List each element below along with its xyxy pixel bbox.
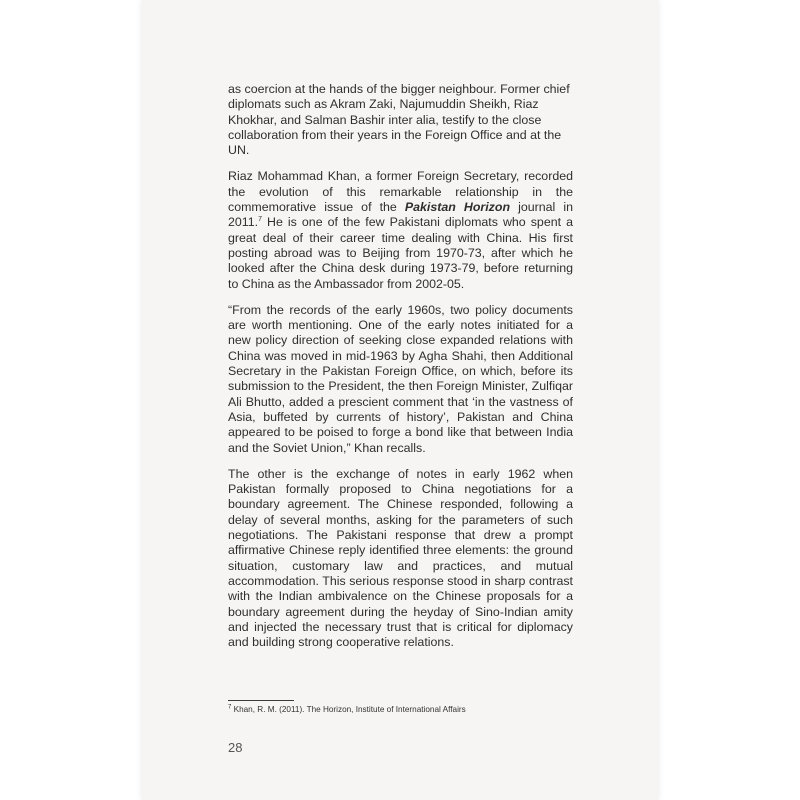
footnote-text: Khan, R. M. (2011). The Horizon, Institute of International Affairs (231, 705, 466, 714)
footnote-number: 7 (228, 704, 232, 711)
book-page (142, 0, 658, 800)
journal-title: Pakistan Horizon (404, 200, 511, 215)
paragraph-text: Riaz Mohammad Khan, a former Foreign Secretary, recorded the evolution of this remarkable relationship in the commemorative issue of the (228, 169, 573, 215)
paragraph-text: journal in 2011. (228, 200, 573, 230)
paragraph: The other is the exchange of notes in early 1962 when Pakistan formally proposed to China negotiations for a boundary agreement. The Chinese responded, following a delay of several months, asking for the parameters of such negotiations. The Pakistani response that drew a prompt affirmative Chinese reply identified three elements: the ground situation, customary law and practices, and mutual accommodation. This serious response stood in sharp contrast with the Indian ambivalence on the Chinese proposals for a boundary agreement during the heyday of Sino-Indian amity and injected the necessary trust that is critical for diplomacy and building strong cooperative relations. (228, 466, 573, 650)
footnote-reference: 7 (258, 216, 262, 224)
paragraph: “From the records of the early 1960s, two policy documents are worth mentioning. One of the early notes initiated for a new policy direction of seeking close expanded relations with China was moved in mid-1963 by Agha Shahi, then Additional Secretary in the Pakistan Foreign Office, on which, before its submission to the President, the then Foreign Minister, Zulfiqar Ali Bhutto, added a prescient comment that ‘in the vastness of Asia, buffeted by currents of history’, Pakistan and China appeared to be poised to forge a bond like that between India and the Soviet Union,” Khan recalls. (228, 302, 573, 455)
paragraph-text: He is one of the few Pakistani diplomats who spent a great deal of their career time dealing with China. His first posting abroad was to Beijing from 1970-73, after which he looked after the China desk during 1973-79, before returning to China as the Ambassador from 2002-05. (228, 215, 573, 291)
footnote (228, 704, 573, 715)
body-text (228, 82, 573, 661)
paragraph (228, 169, 573, 291)
footnote-divider (228, 700, 294, 701)
page-number: 28 (228, 740, 243, 755)
paragraph: as coercion at the hands of the bigger neighbour. Former chief diplomats such as Akram Zaki, Najumuddin Sheikh, Riaz Khokhar, and Salman Bashir inter alia, testify to the close collaboration from their years in the Foreign Office and at the UN. (228, 82, 570, 158)
